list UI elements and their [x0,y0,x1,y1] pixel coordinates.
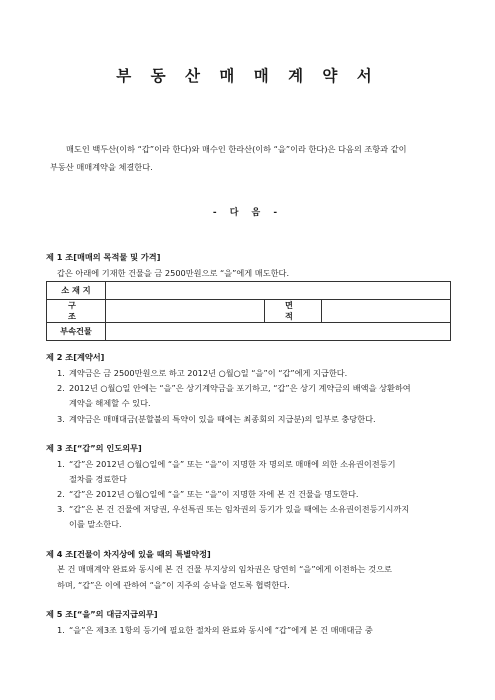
structure-label: 구 조 [47,300,106,323]
article-4-line-2: 하며, “갑”은 이에 관하여 “을”이 지주의 승낙을 얻도록 협력한다. [57,580,290,590]
intro-line-2: 부동산 매매계약을 체결한다. [50,162,153,172]
article-5-title: 제 5 조[“을”의 대금지급의무] [46,609,158,619]
structure-value [106,300,265,323]
list-item-continued: 이를 말소한다. [69,519,122,529]
article-4-title: 제 4 조[건물이 차지상에 있을 때의 특별약정] [46,549,211,559]
area-value [322,300,451,323]
list-item: “갑”은 2012년 ○월○일에 “을” 또는 “을”이 지명한 자에 본 건 건물을 명도한다. [69,489,359,499]
section-heading-da-eum: - 다 음 - [212,208,283,218]
location-value [106,282,451,300]
list-number: 3. [57,504,65,514]
article-4-line-1: 본 건 매매계약 완료와 동시에 본 건 건물 부지상의 임차권은 당연히 “을”에게 이전하는 것으로 [57,564,392,574]
property-table [46,281,451,341]
annex-value [106,323,451,341]
area-label: 면 적 [265,300,322,323]
article-3-title: 제 3 조[“갑”의 인도의무] [46,443,142,453]
list-number: 1. [57,459,65,469]
table-row [47,323,451,341]
article-2-title: 제 2 조[계약서] [46,352,105,362]
location-label: 소 재 지 [47,282,106,300]
intro-paragraph [50,140,450,176]
list-item: 계약금은 금 2500만원으로 하고 2012년 ○월○일 “을”이 “갑”에게 지급한다. [69,368,348,378]
table-row [47,300,451,323]
list-item: “을”은 제3조 1항의 등기에 필요한 절차의 완료와 동시에 “갑”에게 본 건 매매대금 중 [69,625,373,635]
list-number: 1. [57,625,65,635]
article-1-title: 제 1 조[매매의 목적물 및 가격] [46,252,161,262]
annex-label: 부속건물 [47,323,106,341]
list-item: 2012년 ○월○일 안에는 “을”은 상기계약금을 포기하고, “갑”은 상기 계약금의 배액을 상환하여 [69,383,411,393]
list-number: 2. [57,383,65,393]
list-item-continued: 절차를 경료한다 [69,474,127,484]
list-item: “갑”은 2012년 ○월○일에 “을” 또는 “을”이 지명한 자 명의로 매매에 의한 소유권이전등기 [69,459,396,469]
list-item: 계약금은 매매대금(분할불의 특약이 있을 때에는 최종회의 지급분)의 일부로 충당한다. [69,414,376,424]
list-item-continued: 계약을 해제할 수 있다. [69,398,151,408]
list-number: 2. [57,489,65,499]
article-1-body: 갑은 아래에 기재한 건물을 금 2500만원으로 “을”에게 매도한다. [57,268,290,278]
list-item: “갑”은 본 건 건물에 저당권, 우선특권 또는 임차권의 등기가 있을 때에는 소유권이전등기시까지 [69,504,410,514]
list-number: 3. [57,414,65,424]
list-number: 1. [57,368,65,378]
table-row [47,282,451,300]
document-title: 부 동 산 매 매 계 약 서 [116,67,379,85]
intro-line-1: 매도인 백두산(이하 “갑”이라 한다)와 매수인 한라산(이하 “을”이라 한다)은 다음의 조항과 같이 [66,144,407,154]
